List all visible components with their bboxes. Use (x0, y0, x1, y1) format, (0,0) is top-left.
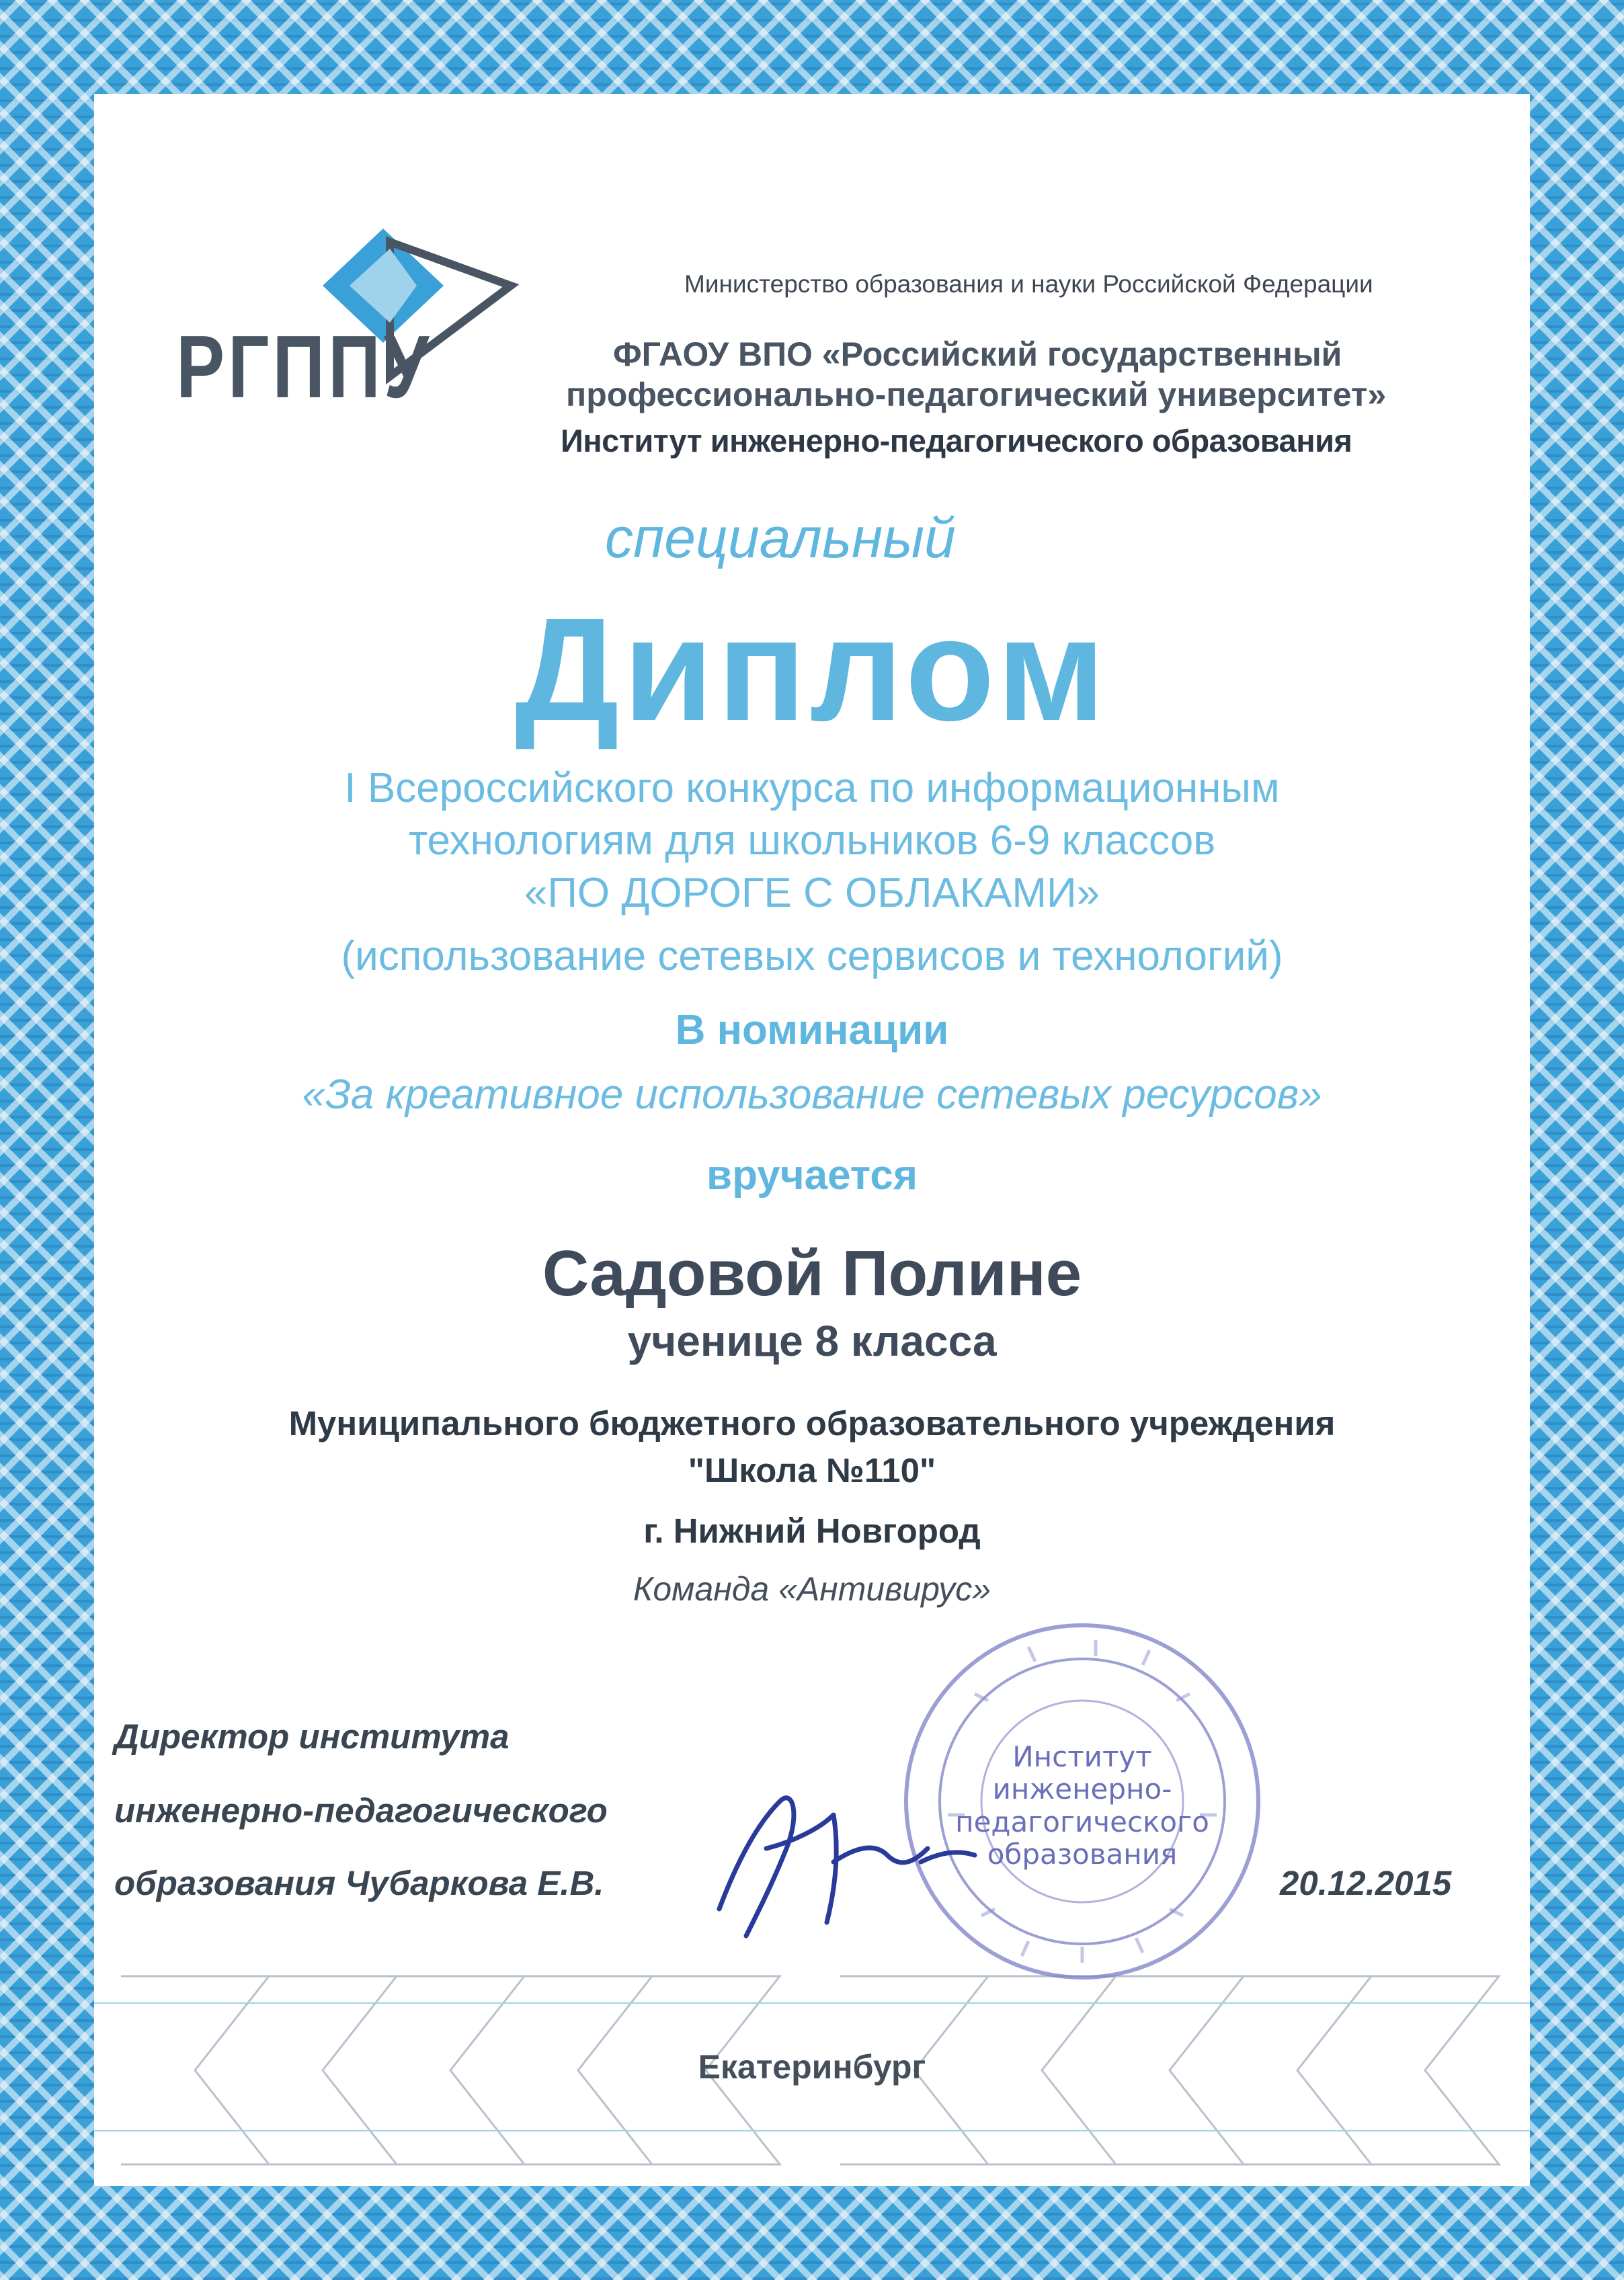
recipient-grade: ученице 8 класса (627, 1317, 997, 1365)
issue-date: 20.12.2015 (1280, 1864, 1452, 1902)
stamp-line3: педагогического (955, 1805, 1209, 1838)
recipient-city: г. Нижний Новгород (643, 1512, 981, 1550)
footer-city: Екатеринбург (698, 2048, 926, 2086)
signatory-line1: Директор института (114, 1717, 510, 1756)
ministry-name: Министерство образования и науки Российской Федерации (684, 270, 1373, 298)
university-name-line1: ФГАОУ ВПО «Российский государственный (613, 335, 1342, 373)
contest-line2: технологиям для школьников 6-9 классов (408, 817, 1216, 864)
handwritten-signature (699, 1775, 995, 1949)
contest-line3: «ПО ДОРОГЕ С ОБЛАКАМИ» (524, 870, 1100, 916)
stamp-line4: образования (987, 1837, 1178, 1871)
special-label: специальный (605, 506, 956, 569)
recipient-name: Садовой Полине (542, 1237, 1082, 1309)
school-line1: Муниципального бюджетного образовательного учреждения (288, 1404, 1336, 1442)
nomination-label: В номинации (675, 1007, 949, 1053)
team-name: Команда «Антивирус» (633, 1570, 991, 1608)
nomination-name: «За креативное использование сетевых ресурсов» (302, 1071, 1322, 1118)
diploma-title: Диплом (514, 588, 1110, 751)
awarded-label: вручается (706, 1152, 918, 1198)
logo-text: РГППУ (176, 317, 433, 416)
stamp-line1: Институт (1012, 1740, 1152, 1773)
school-line2: "Школа №110" (688, 1451, 936, 1490)
signatory-line3: образования Чубаркова Е.В. (114, 1864, 604, 1902)
signatory-line2: инженерно-педагогического (114, 1791, 608, 1830)
university-name-line2: профессионально-педагогический университет» (566, 376, 1387, 413)
institute-name: Институт инженерно-педагогического образования (561, 423, 1352, 458)
contest-line4: (использование сетевых сервисов и технологий) (341, 933, 1283, 979)
contest-line1: I Всероссийского конкурса по информационным (344, 765, 1280, 811)
stamp-line2: инженерно- (992, 1773, 1172, 1806)
